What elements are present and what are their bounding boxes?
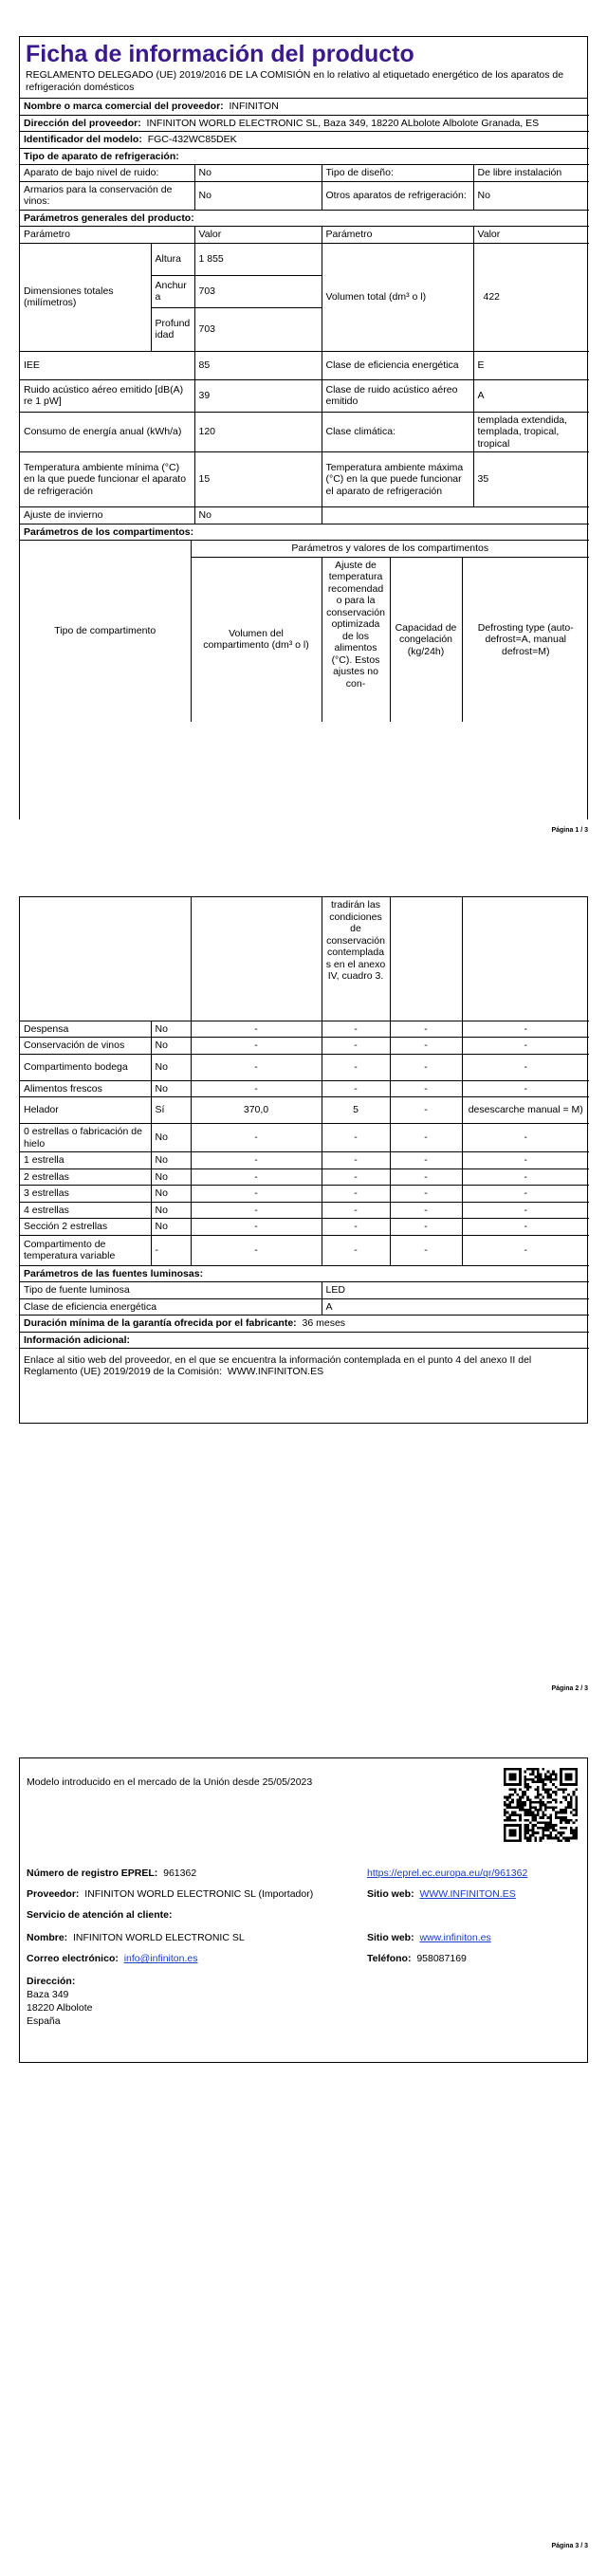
col-freeze: Capacidad de congelación (kg/24h) [390,557,462,722]
compartment-freeze: - [390,1168,462,1186]
additional-heading: Información adicional: [20,1332,589,1349]
group-header: Parámetros y valores de los compartimentos [191,541,589,557]
compartment-temp: - [322,1152,390,1169]
supplier-row: Proveedor: INFINITON WORLD ELECTRONIC SL (Importador) [27,1888,314,1900]
compartment-defrost: - [462,1152,589,1169]
compartment-freeze: - [390,1152,462,1169]
page-number-2: Página 2 / 3 [551,1685,588,1692]
col-param-2: Parámetro [322,227,473,244]
height-label: Altura [151,243,194,275]
appliance-type-heading: Tipo de aparato de refrigeración: [20,148,589,165]
regulation-text: REGLAMENTO DELEGADO (UE) 2019/2016 DE LA COMISIÓN en lo relativo al etiquetado energético de los aparatos de refrigeración domésticos [20,69,587,99]
depth-value: 703 [194,307,322,351]
compartment-volume: - [191,1054,322,1080]
registration-box [19,1757,588,2063]
document-title: Ficha de información del producto [26,41,414,67]
col-defrost: Defrosting type (auto-defrost=A, manual defrost=M) [462,557,589,722]
address-line-1: Baza 349 [27,1989,69,2000]
compartment-defrost: - [462,1168,589,1186]
product-table-1 [20,99,589,541]
compartment-temp: - [322,1202,390,1219]
energy-label: Consumo de energía anual (kWh/a) [20,412,194,452]
compartment-freeze: - [390,1219,462,1236]
noise-class-value: A [473,379,589,412]
compartment-defrost: - [462,1202,589,1219]
product-sheet-page-1 [19,36,588,819]
website-link-2[interactable]: www.infiniton.es [419,1932,491,1943]
max-temp-label: Temperatura ambiente máxima (°C) en la que puede funcionar el aparato de refrigeración [322,452,473,507]
col-temp-part-b: tradirán las condiciones de conservación contempladas en el anexo IV, cuadro 3. [322,897,390,1021]
compartment-defrost: - [462,1021,589,1038]
address-line-2: 18220 Albolote [27,2002,93,2014]
light-type-value: LED [322,1282,589,1299]
compartment-row [20,1219,589,1236]
compartment-volume: - [191,1124,322,1152]
compartment-row [20,1235,589,1265]
compartment-defrost: - [462,1054,589,1080]
compartments-table [20,897,589,1383]
wine-value: No [194,181,322,210]
compartment-row [20,1168,589,1186]
additional-url: WWW.INFINITON.ES [227,1366,324,1377]
compartment-temp: - [322,1168,390,1186]
noise-label: Ruido acústico aéreo emitido [dB(A) re 1 pW] [20,379,194,412]
eff-class-value: E [473,351,589,379]
compartment-present: No [151,1202,191,1219]
general-heading: Parámetros generales del producto: [20,210,589,227]
compartment-present: No [151,1038,191,1055]
compartment-freeze: - [390,1202,462,1219]
climate-label: Clase climática: [322,412,473,452]
compartment-freeze: - [390,1097,462,1124]
compartment-volume: - [191,1186,322,1203]
compartment-present: No [151,1168,191,1186]
compartment-name: 2 estrellas [20,1168,151,1186]
compartment-temp: 5 [322,1097,390,1124]
depth-label: Profundidad [151,307,194,351]
compartment-defrost: - [462,1235,589,1265]
compartment-row [20,1202,589,1219]
cont-empty-volume [191,897,322,1021]
compartment-name: 1 estrella [20,1152,151,1169]
compartment-name: Alimentos frescos [20,1080,151,1097]
email-row: Correo electrónico: info@infiniton.es [27,1953,198,1964]
light-type-label: Tipo de fuente luminosa [20,1282,322,1299]
compartment-defrost: - [462,1219,589,1236]
compartments-heading: Parámetros de los compartimentos: [20,524,589,541]
col-value-1: Valor [194,227,322,244]
compartment-volume: 370,0 [191,1097,322,1124]
cont-empty-type [20,897,191,1021]
compartment-volume: - [191,1021,322,1038]
compartment-freeze: - [390,1235,462,1265]
eei-label: IEE [20,351,194,379]
product-sheet-page-2 [19,896,588,1424]
service-name-row: Nombre: INFINITON WORLD ELECTRONIC SL [27,1932,245,1943]
winter-empty [322,507,589,524]
compartment-row [20,1054,589,1080]
page-2 [0,858,607,1717]
other-value: No [473,181,589,210]
compartment-present: No [151,1219,191,1236]
page-number-1: Página 1 / 3 [551,827,588,834]
compartment-name: 4 estrellas [20,1202,151,1219]
website-row-1: Sitio web: WWW.INFINITON.ES [367,1888,516,1900]
wine-label: Armarios para la conservación de vinos: [20,181,194,210]
height-value: 1 855 [194,243,322,275]
noise-class-label: Clase de ruido acústico aéreo emitido [322,379,473,412]
eprel-link[interactable]: https://eprel.ec.europa.eu/qr/961362 [367,1868,528,1879]
compartment-temp: - [322,1038,390,1055]
compartment-row [20,1038,589,1055]
compartment-present: No [151,1124,191,1152]
phone-row: Teléfono: 958087169 [367,1953,467,1964]
compartment-present: No [151,1186,191,1203]
email-link[interactable]: info@infiniton.es [123,1953,198,1964]
additional-text: Enlace al sitio web del proveedor, en el que se encuentra la información contemplada en el punto 4 del anexo II del Reglamento (UE) 2019/2019 de la Comisión: WWW.INFINITON.ES [20,1349,589,1384]
warranty-row: Duración mínima de la garantía ofrecida por el fabricante: 36 meses [20,1316,589,1333]
max-temp-value: 35 [473,452,589,507]
address-line-3: España [27,2015,61,2027]
compartment-present: No [151,1021,191,1038]
compartment-name: Compartimento de temperatura variable [20,1235,151,1265]
col-temp-part-a: Ajuste de temperatura recomendado para la conservación optimizada de los alimentos (°C). Estos ajustes no con- [322,557,390,722]
page-3 [0,1717,607,2576]
phone-number: 958087169 [416,1953,467,1964]
compartment-row [20,1097,589,1124]
supplier-name-row: Nombre o marca comercial del proveedor: INFINITON [20,99,589,115]
low-noise-value: No [194,165,322,182]
energy-value: 120 [194,412,322,452]
supplier-importer: INFINITON WORLD ELECTRONIC SL (Importador) [84,1888,314,1900]
eei-value: 85 [194,351,322,379]
other-label: Otros aparatos de refrigeración: [322,181,473,210]
website-row-2: Sitio web: www.infiniton.es [367,1932,491,1943]
light-class-label: Clase de eficiencia energética [20,1298,322,1316]
min-temp-value: 15 [194,452,322,507]
supplier-address: INFINITON WORLD ELECTRONIC SL, Baza 349, 18220 ALbolote Albolote Granada, ES [146,117,540,129]
compartment-temp: - [322,1235,390,1265]
supplier-name: INFINITON [229,101,279,112]
eprel-number: 961362 [163,1868,197,1879]
compartment-row [20,1186,589,1203]
compartment-volume: - [191,1080,322,1097]
winter-label: Ajuste de invierno [20,507,194,524]
service-heading: Servicio de atención al cliente: [27,1909,173,1921]
compartment-name: Conservación de vinos [20,1038,151,1055]
noise-value: 39 [194,379,322,412]
climate-value: templada extendida, templada, tropical, tropical [473,412,589,452]
compartment-volume: - [191,1168,322,1186]
compartment-name: Despensa [20,1021,151,1038]
compartment-defrost: - [462,1038,589,1055]
website-link-1[interactable]: WWW.INFINITON.ES [419,1888,516,1900]
compartment-volume: - [191,1202,322,1219]
warranty-value: 36 meses [302,1317,346,1329]
compartment-present: No [151,1080,191,1097]
address-heading: Dirección: [27,1976,76,1987]
col-type: Tipo de compartimento [20,541,191,722]
compartment-defrost: - [462,1124,589,1152]
compartment-temp: - [322,1186,390,1203]
compartment-name: 0 estrellas o fabricación de hielo [20,1124,151,1152]
service-name: INFINITON WORLD ELECTRONIC SL [73,1932,245,1943]
model-identifier: FGC-432WC85DEK [147,134,237,145]
col-volume: Volumen del compartimento (dm³ o l) [191,557,322,722]
compartment-present: Sí [151,1097,191,1124]
compartment-row [20,1124,589,1152]
qr-code-icon [504,1768,578,1842]
compartments-header-table [20,541,589,722]
eff-class-label: Clase de eficiencia energética [322,351,473,379]
compartment-present: No [151,1054,191,1080]
compartment-freeze: - [390,1038,462,1055]
eprel-row: Número de registro EPREL: 961362 [27,1868,197,1879]
compartment-freeze: - [390,1080,462,1097]
compartment-temp: - [322,1124,390,1152]
compartment-defrost: - [462,1080,589,1097]
col-value-2: Valor [473,227,589,244]
compartment-row [20,1152,589,1169]
compartment-name: Helador [20,1097,151,1124]
winter-value: No [194,507,322,524]
light-heading: Parámetros de las fuentes luminosas: [20,1265,589,1282]
compartment-temp: - [322,1054,390,1080]
compartment-name: Compartimento bodega [20,1054,151,1080]
compartment-rows [20,1021,589,1265]
model-row: Identificador del modelo: FGC-432WC85DEK [20,132,589,149]
compartment-present: - [151,1235,191,1265]
compartment-defrost: - [462,1186,589,1203]
compartment-freeze: - [390,1124,462,1152]
compartment-temp: - [322,1219,390,1236]
page-number-3: Página 3 / 3 [551,2543,588,2549]
cont-empty-freeze [390,897,462,1021]
introduced-date: Modelo introducido en el mercado de la Unión desde 25/05/2023 [27,1776,313,1788]
compartment-volume: - [191,1219,322,1236]
design-type-value: De libre instalación [473,165,589,182]
compartment-defrost: desescarche manual = M) [462,1097,589,1124]
design-type-label: Tipo de diseño: [322,165,473,182]
volume-value: 422 [473,243,589,351]
volume-label: Volumen total (dm³ o l) [322,243,473,351]
supplier-address-row: Dirección del proveedor: INFINITON WORLD ELECTRONIC SL, Baza 349, 18220 ALbolote Albolote Granada, ES [20,115,589,132]
compartment-temp: - [322,1021,390,1038]
compartment-row [20,1021,589,1038]
compartment-volume: - [191,1038,322,1055]
cont-empty-defrost [462,897,589,1021]
light-class-value: A [322,1298,589,1316]
min-temp-label: Temperatura ambiente mínima (°C) en la que puede funcionar el aparato de refrigeración [20,452,194,507]
compartment-freeze: - [390,1021,462,1038]
width-label: Anchura [151,275,194,307]
compartment-temp: - [322,1080,390,1097]
compartment-name: Sección 2 estrellas [20,1219,151,1236]
dims-label: Dimensiones totales (milímetros) [20,243,151,351]
compartment-name: 3 estrellas [20,1186,151,1203]
compartment-row [20,1080,589,1097]
compartment-freeze: - [390,1054,462,1080]
compartment-volume: - [191,1235,322,1265]
width-value: 703 [194,275,322,307]
col-param-1: Parámetro [20,227,194,244]
low-noise-label: Aparato de bajo nivel de ruido: [20,165,194,182]
page-1 [0,0,607,858]
compartment-present: No [151,1152,191,1169]
compartment-freeze: - [390,1186,462,1203]
compartment-volume: - [191,1152,322,1169]
